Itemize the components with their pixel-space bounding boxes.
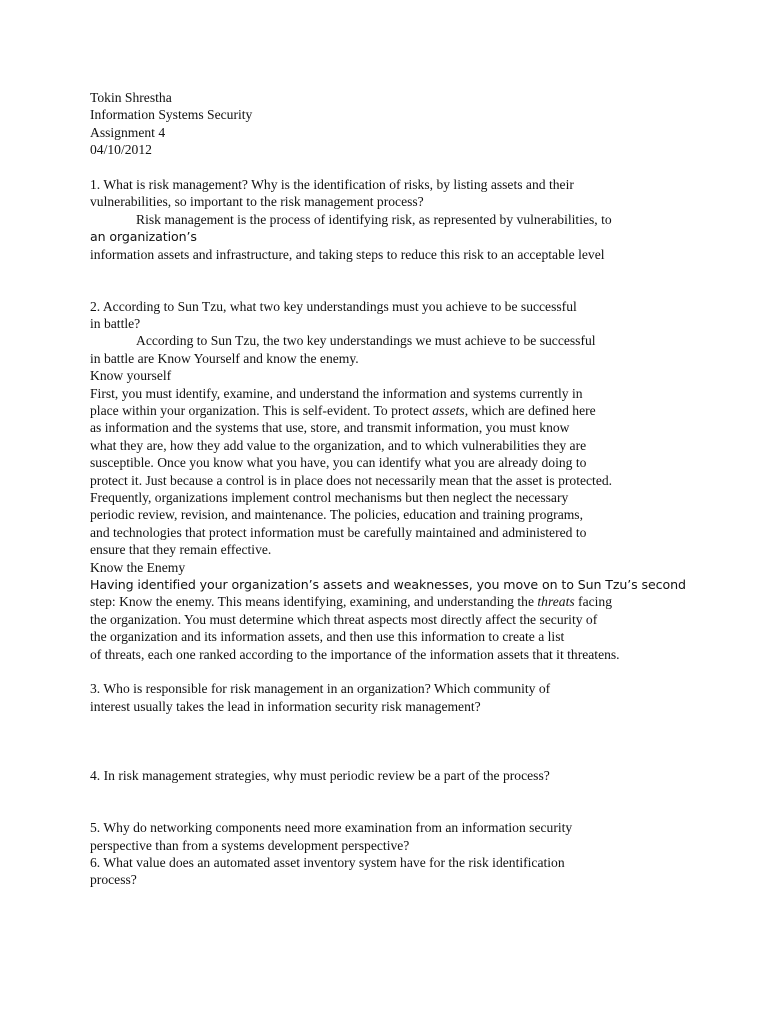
question-4-block [90,767,750,784]
question-1-line: 1. What is risk management? Why is the identification of risks, by listing assets and their [90,176,574,192]
question-6-line: process? [90,872,137,888]
author-name: Tokin Shrestha [90,90,172,105]
course-name: Information Systems Security [90,107,253,123]
know-enemy-line: the organization and its information assets, and then use this information to create a list [90,629,565,645]
question-5-line: perspective than from a systems development perspective? [90,837,410,853]
answer-1-line: an organization’s [90,229,197,245]
question-2-line: 2. According to Sun Tzu, what two key understandings must you achieve to be successful [90,298,577,314]
question-6-block [90,854,750,889]
text-run: , which are defined here [464,403,596,419]
answer-2-line: According to Sun Tzu, the two key understandings we must achieve to be successful [136,333,596,349]
know-enemy-line: Having identified your organization’s assets and weaknesses, you move on to Sun Tzu’s second [90,576,686,592]
document-page [90,89,750,889]
know-yourself-line: ensure that they remain effective. [90,542,272,558]
know-yourself-line: susceptible. Once you know what you have, you can identify what you are already doing to [90,455,587,471]
question-4-line: 4. In risk management strategies, why must periodic review be a part of the process? [90,768,550,784]
question-2-line: in battle? [90,316,141,332]
know-yourself-line: as information and the systems that use, store, and transmit information, you must know [90,420,570,436]
know-yourself-line: Frequently, organizations implement control mechanisms but then neglect the necessary [90,490,569,505]
know-yourself-line: protect it. Just because a control is in place does not necessarily mean that the asset is protected. [90,472,613,488]
question-5-line: 5. Why do networking components need more examination from an information security [90,820,573,836]
know-enemy-line [90,593,750,610]
know-yourself-line: what they are, how they add value to the organization, and to which vulnerabilities they are [90,437,587,453]
know-enemy-line: the organization. You must determine which threat aspects most directly affect the security of [90,611,598,627]
question-3-line: 3. Who is responsible for risk management in an organization? Which community of [90,681,551,697]
question-5-block [90,819,750,854]
know-yourself-line: periodic review, revision, and maintenance. The policies, education and training programs, [90,507,583,523]
text-run: place within your organization. This is self-evident. To protect [90,403,433,419]
answer-2-line: in battle are Know Yourself and know the enemy. [90,350,359,366]
text-run: facing [574,594,613,610]
document-header [90,89,750,159]
question-6-line: 6. What value does an automated asset inventory system have for the risk identification [90,855,565,871]
know-yourself-heading: Know yourself [90,368,172,384]
document-date: 04/10/2012 [90,142,152,158]
assignment-title: Assignment 4 [90,124,166,140]
question-2-block [90,298,750,663]
emphasis-threats: threats [537,594,575,610]
emphasis-assets: assets [432,403,465,419]
know-yourself-line: First, you must identify, examine, and understand the information and systems currently in [90,385,583,401]
answer-1-line: information assets and infrastructure, and taking steps to reduce this risk to an acceptable level [90,246,605,262]
know-enemy-line: of threats, each one ranked according to the importance of the information assets that it threatens. [90,646,620,662]
question-1-block [90,176,750,263]
answer-1-line: Risk management is the process of identifying risk, as represented by vulnerabilities, to [136,211,612,227]
know-yourself-line: and technologies that protect information must be carefully maintained and administered to [90,524,587,540]
know-yourself-line [90,402,750,419]
question-3-block [90,680,750,715]
question-3-line: interest usually takes the lead in information security risk management? [90,698,481,714]
question-1-line: vulnerabilities, so important to the risk management process? [90,194,424,210]
text-run: step: Know the enemy. This means identifying, examining, and understanding the [90,594,538,610]
know-enemy-heading: Know the Enemy [90,559,186,575]
